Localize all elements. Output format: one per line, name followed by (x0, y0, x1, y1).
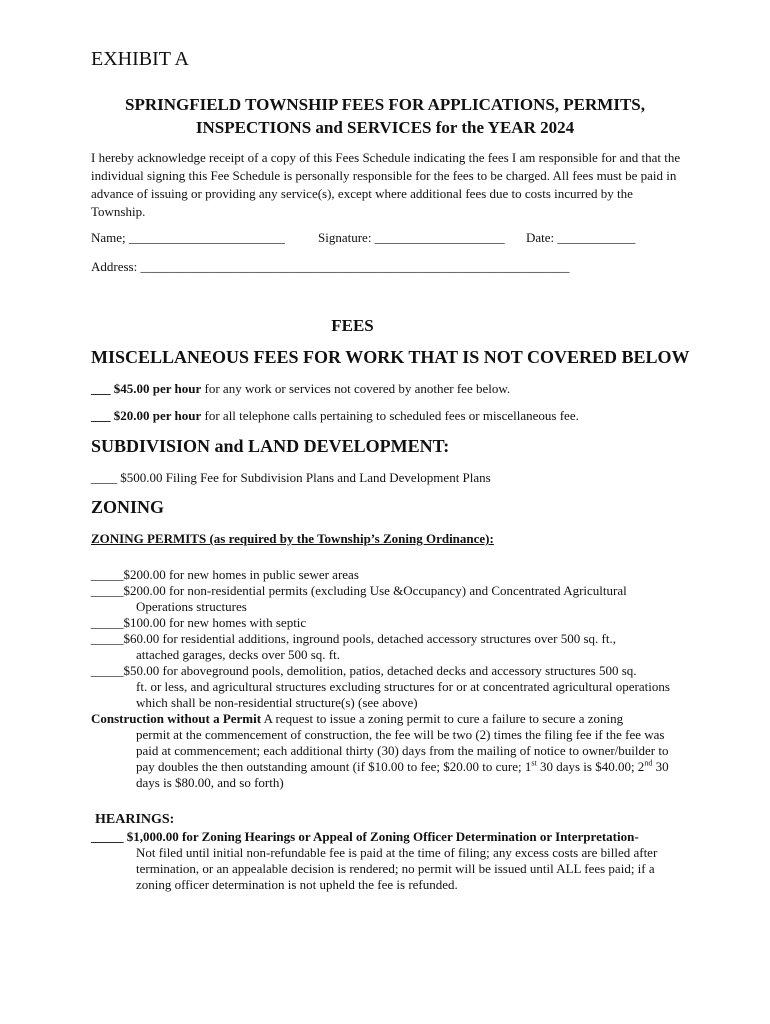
exhibit-label: EXHIBIT A (91, 48, 189, 70)
zoning-permit-list (91, 567, 681, 791)
hearings-heading: HEARINGS: (95, 812, 175, 827)
zoning-permit-item: _____$60.00 for residential additions, inground pools, detached accessory structures over 500 sq. ft., attached garages, decks over 500 sq. ft. (91, 631, 616, 662)
misc-fee-rate: ___ $20.00 per hour (91, 408, 202, 423)
fees-heading: FEES (331, 316, 374, 335)
construction-without-permit: Construction without a Permit A request to issue a zoning permit to cure a failure to secure a zoning permit at the commencement of construction, the fee will be two (2) times the filing fee if the fee was paid at commencement; each additional thirty (30) days from the mailing of notice to owner/builder to pay doubles the then outstanding amount (if $10.00 to fee; $20.00 to cure; 1st 30 days is $40.00; 2nd 30 days is $80.00, and so forth) (91, 711, 669, 790)
signature-field: Signature: ____________________ (318, 230, 505, 245)
subdivision-fee-item: ____ $500.00 Filing Fee for Subdivision Plans and Land Development Plans (91, 470, 491, 485)
zoning-permit-item: _____$200.00 for non-residential permits (excluding Use &Occupancy) and Concentrated Agricultural Operations structures (91, 583, 627, 614)
date-field: Date: ____________ (526, 230, 636, 245)
zoning-permits-heading: ZONING PERMITS (as required by the Township’s Zoning Ordinance): (91, 531, 494, 546)
zoning-permit-item: _____$200.00 for new homes in public sewer areas (91, 567, 359, 582)
zoning-permit-item: _____$50.00 for aboveground pools, demolition, patios, detached decks and accessory structures 500 sq. ft. or less, and agricultural structures excluding structures for or at concentrated agricultural operations which shall be non-residential structure(s) (see above) (91, 663, 670, 710)
hearing-fee-item: _____ $1,000.00 for Zoning Hearings or Appeal of Zoning Officer Determination or Interpretation- Not filed until initial non-refundable fee is paid at the time of filing; any excess costs are billed after termination, or an appealable decision is rendered; no permit will be issued until ALL fees paid; if a zoning officer determination is not upheld the fee is refunded. (91, 829, 658, 892)
document-title-line2: INSPECTIONS and SERVICES for the YEAR 2024 (195, 118, 575, 137)
zoning-heading: ZONING (91, 497, 165, 517)
acknowledgement-paragraph: I hereby acknowledge receipt of a copy of this Fees Schedule indicating the fees I am responsible for and that the individual signing this Fee Schedule is personally responsible for the fees to be charged. All fees must be paid in advance of issuing or providing any service(s), except where additional fees due to costs incurred by the Township. (91, 150, 681, 219)
subdivision-heading: SUBDIVISION and LAND DEVELOPMENT: (91, 436, 450, 456)
misc-fee-desc: for any work or services not covered by another fee below. (201, 381, 511, 396)
misc-fee-rate: ___ $45.00 per hour (91, 381, 202, 396)
misc-fee-desc: for all telephone calls pertaining to scheduled fees or miscellaneous fee. (201, 408, 579, 423)
address-field: Address: __________________________________________________________________ (91, 259, 570, 274)
name-field: Name; ________________________ (91, 230, 285, 245)
misc-fee-item (91, 407, 579, 425)
zoning-permit-item: _____$100.00 for new homes with septic (91, 615, 307, 630)
misc-fee-item (91, 380, 510, 398)
misc-fees-heading: MISCELLANEOUS FEES FOR WORK THAT IS NOT COVERED BELOW (91, 347, 690, 367)
document-title-line1: SPRINGFIELD TOWNSHIP FEES FOR APPLICATIONS, PERMITS, (124, 95, 646, 114)
